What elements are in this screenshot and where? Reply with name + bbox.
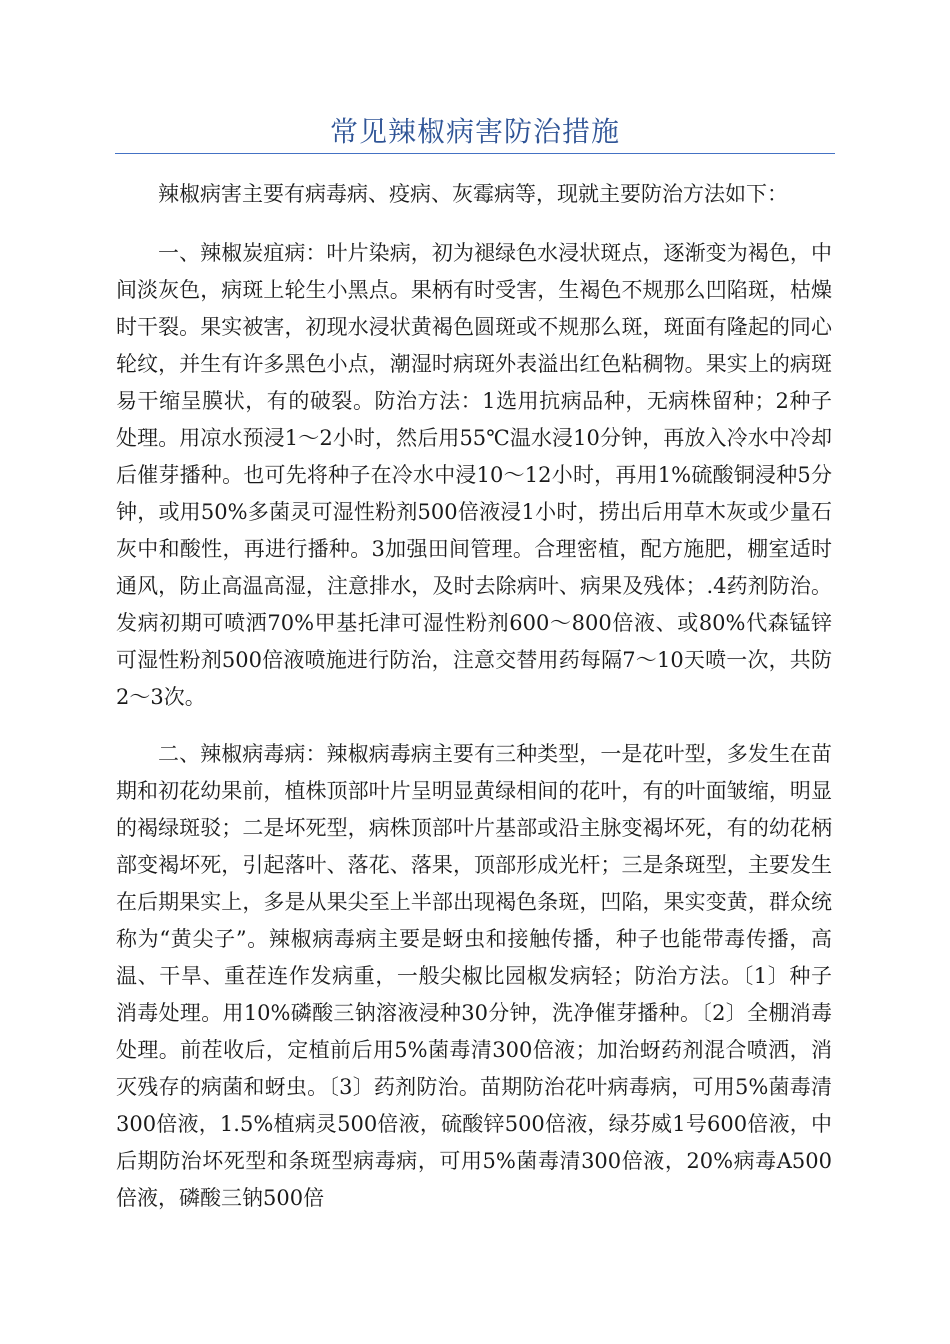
anthracnose-paragraph: 一、辣椒炭疽病：叶片染病，初为褪绿色水浸状斑点，逐渐变为褐色，中间淡灰色，病斑上轮生小黑点。果柄有时受害，生褐色不规那么凹陷斑，枯燥时干裂。果实被害，初现水浸状黄褐色圆斑或不规那么斑，斑面有隆起的同心轮纹，并生有许多黑色小点，潮湿时病斑外表溢出红色粘稠物。果实上的病斑易干缩呈膜状，有的破裂。防治方法：1选用抗病品种，无病株留种；2种子处理。用凉水预浸1～2小时，然后用55℃温水浸10分钟，再放入冷水中冷却后催芽播种。也可先将种子在冷水中浸10～12小时，再用1%硫酸铜浸种5分钟，或用50%多菌灵可湿性粉剂500倍液浸1小时，捞出后用草木灰或少量石灰中和酸性，再进行播种。3加强田间管理。合理密植，配方施肥，棚室适时通风，防止高温高湿，注意排水，及时去除病叶、病果及残体；.4药剂防治。发病初期可喷洒70%甲基托津可湿性粉剂600～800倍液、或80%代森锰锌可湿性粉剂500倍液喷施进行防治，注意交替用药每隔7～10天喷一次，共防2～3次。 <box>116 241 832 709</box>
virus-disease-paragraph: 二、辣椒病毒病：辣椒病毒病主要有三种类型，一是花叶型，多发生在苗期和初花幼果前，植株顶部叶片呈明显黄绿相间的花叶，有的叶面皱缩，明显的褐绿斑驳；二是坏死型，病株顶部叶片基部或沿主脉变褐坏死，有的幼花柄部变褐坏死，引起落叶、落花、落果，顶部形成光杆；三是条斑型，主要发生在后期果实上，多是从果尖至上半部出现褐色条斑，凹陷，果实变黄，群众统称为“黄尖子”。辣椒病毒病主要是蚜虫和接触传播，种子也能带毒传播，高温、干旱、重茬连作发病重，一般尖椒比园椒发病轻；防治方法。〔1〕种子消毒处理。用10%磷酸三钠溶液浸种30分钟，洗净催芽播种。〔2〕全棚消毒处理。前茬收后，定植前后用5%菌毒清300倍液；加治蚜药剂混合喷洒，消灭残存的病菌和蚜虫。〔3〕药剂防治。苗期防治花叶病毒病，可用5%菌毒清300倍液，1.5%植病灵500倍液，硫酸锌500倍液，绿芬威1号600倍液，中后期防治坏死型和条斑型病毒病，可用5%菌毒清300倍液，20%病毒A500倍液，磷酸三钠500倍 <box>116 742 832 1210</box>
title-underline <box>115 153 835 154</box>
intro-paragraph: 辣椒病害主要有病毒病、疫病、灰霉病等，现就主要防治方法如下： <box>158 182 788 206</box>
document-title: 常见辣椒病害防治措施 <box>329 115 620 148</box>
document-body <box>116 176 832 1237</box>
